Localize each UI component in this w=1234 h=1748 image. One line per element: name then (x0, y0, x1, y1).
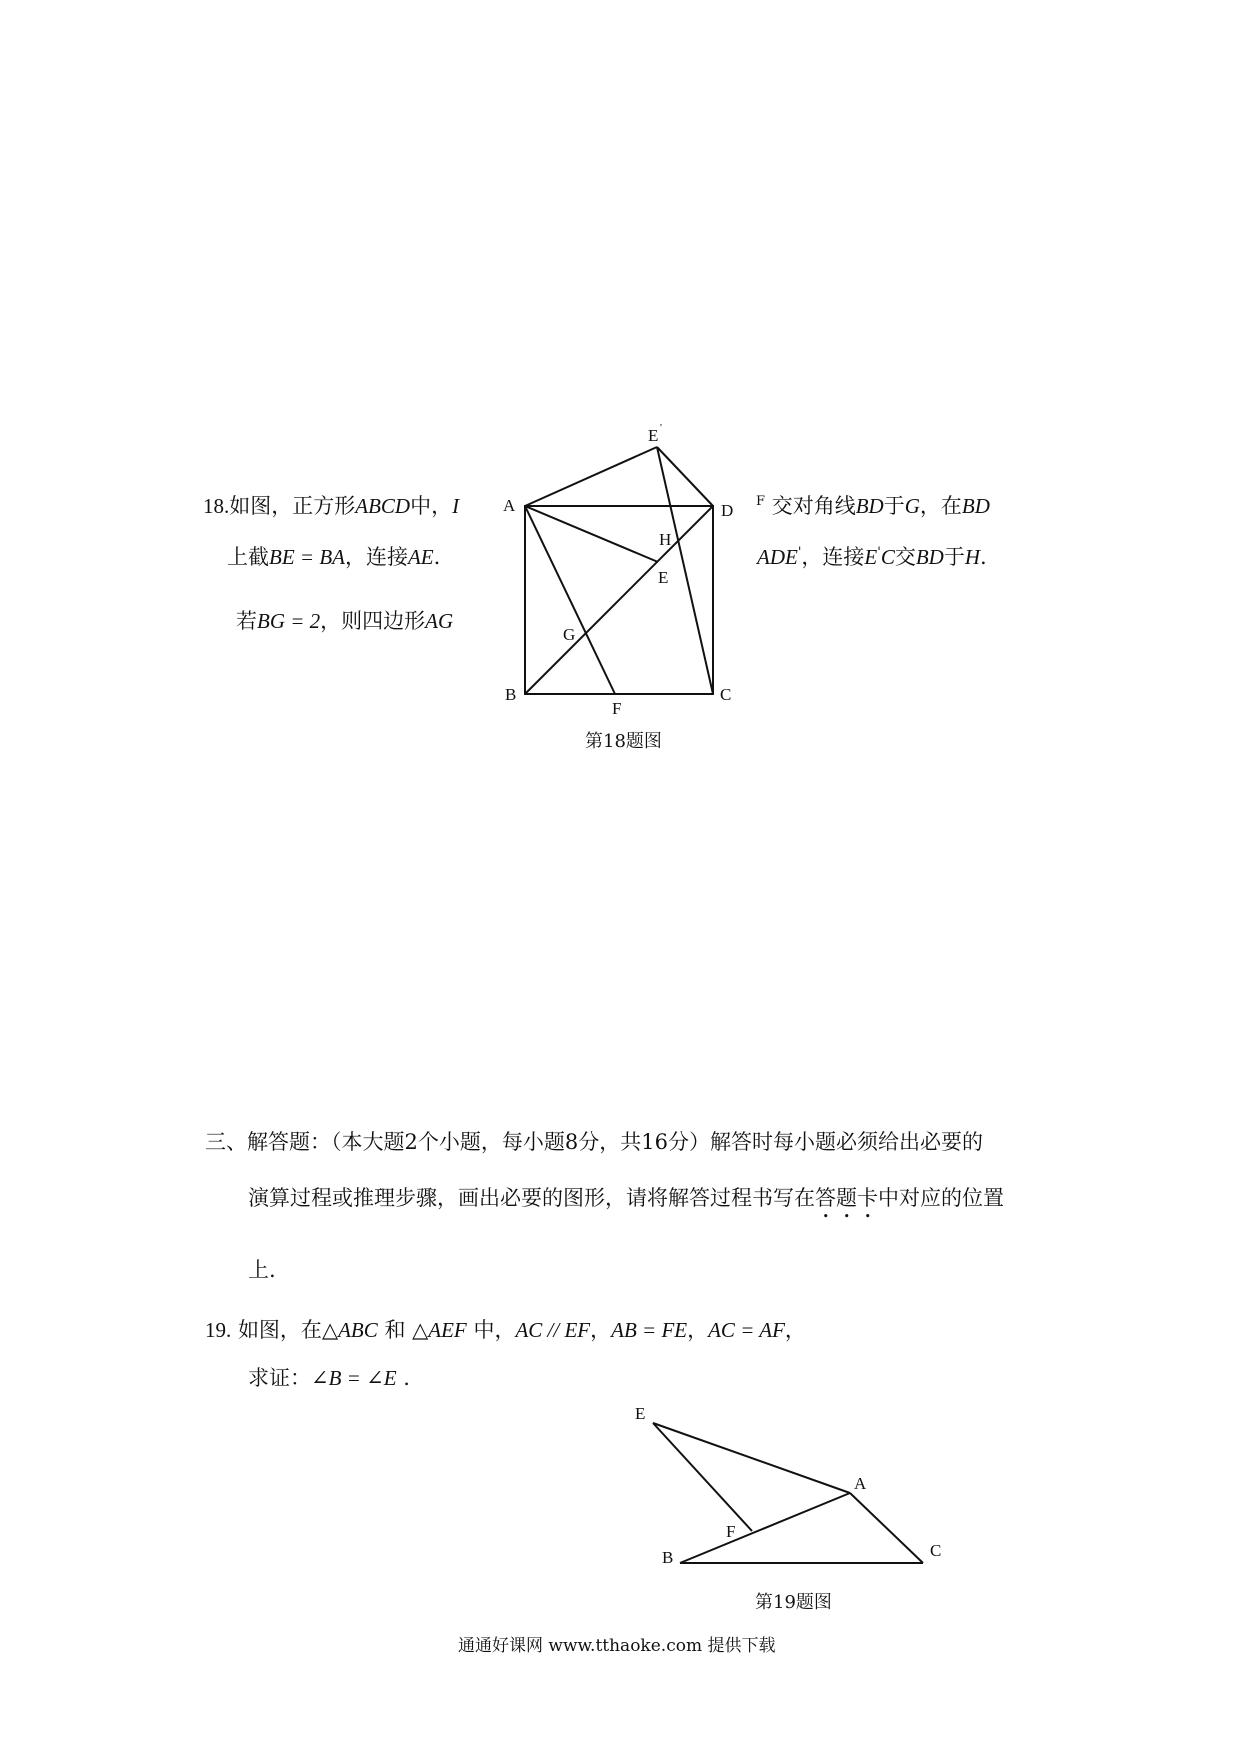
q18-text: 若 (236, 609, 257, 633)
q18-text: 交 (894, 545, 916, 569)
q18-math: C (880, 545, 895, 569)
q18-text: ，连接 (801, 545, 865, 569)
q19-text: 如图，在 (237, 1318, 322, 1342)
q18-text: ，在 (919, 494, 962, 518)
q18-text: ，则四边形 (320, 609, 426, 633)
q19-text: 和 (384, 1318, 406, 1342)
label-h: H (659, 530, 672, 549)
q19-math: AB = FE (611, 1318, 688, 1342)
label-f: F (612, 699, 622, 718)
label-a: A (854, 1474, 867, 1493)
section3-heading: 三、解答题：（本大题2个小题，每小题8分，共16分）解答时每小题必须给出必要的 (205, 1130, 983, 1154)
q18-text: ，连接 (344, 545, 408, 569)
q18-prime: ' (877, 545, 881, 560)
q18-math: AE (407, 545, 434, 569)
q18-text: 于 (943, 545, 965, 569)
q19-text: ， (784, 1318, 806, 1342)
q18-text: 上截 (227, 545, 269, 569)
label-b: B (662, 1548, 674, 1567)
q18-text: 如图，正方形 (229, 494, 356, 518)
q18-math: BE = BA (269, 545, 345, 569)
q18-truncated-text: I (452, 494, 460, 518)
q19-number: 19. (205, 1318, 232, 1342)
segment-ef (653, 1423, 752, 1531)
label-e: E (635, 1404, 646, 1423)
q18-math: G (904, 494, 920, 518)
label-d: D (721, 501, 734, 520)
label-b: B (505, 685, 517, 704)
section3-text: 演算过程或推理步骤，画出必要的图形，请将解答过程书写在 (248, 1186, 815, 1210)
q18-prime: ' (797, 545, 802, 560)
label-g: G (563, 625, 576, 644)
q18-math: H (964, 545, 980, 569)
label-c: C (930, 1541, 942, 1560)
q19-caption: 第19题图 (755, 1592, 832, 1613)
q19-text: 中， (473, 1318, 516, 1342)
q18-truncated-text: F (756, 494, 766, 509)
q18-caption: 第18题图 (585, 731, 662, 752)
q18-math: BG = 2 (257, 609, 321, 633)
label-e-prime: E (648, 426, 659, 445)
q18-math: BD (915, 545, 944, 569)
section3-line3: 上. (248, 1258, 276, 1282)
q19-math: ∠B = ∠E (311, 1366, 397, 1390)
label-e: E (658, 568, 669, 587)
q18-math: BD (961, 494, 990, 518)
q18-math: BD (855, 494, 884, 518)
label-a: A (503, 496, 516, 515)
q18-math: ADE (757, 545, 798, 569)
section3-text: 中对应的位置 (878, 1186, 1004, 1210)
q19-text: . (403, 1366, 410, 1390)
q18-number: 18. (203, 494, 230, 518)
q18-text: 于 (883, 494, 905, 518)
q19-math: △ABC (321, 1318, 378, 1342)
q18-text: . (433, 545, 441, 569)
q19-math: △AEF (412, 1318, 467, 1342)
q19-math: AC = AF (708, 1318, 785, 1342)
q18-math: E (864, 545, 878, 569)
segment-ba (680, 1493, 850, 1563)
segment-ac (850, 1493, 923, 1563)
q18-math: AG (425, 609, 454, 633)
label-f: F (726, 1522, 736, 1541)
q18-math: ABCD (355, 494, 411, 518)
label-c: C (720, 685, 732, 704)
q18-text: 交对角线 (771, 494, 856, 518)
q19-math: AC // EF (515, 1318, 591, 1342)
section3-emphasis: 答题卡 (815, 1186, 878, 1210)
segment-ea (653, 1423, 850, 1493)
q18-text: . (980, 545, 987, 569)
q19-text: ， (687, 1318, 709, 1342)
label-prime-mark: ' (660, 422, 662, 434)
footer-text: 通通好课网 www.tthaoke.com 提供下载 (458, 1636, 776, 1656)
q19-text: ， (590, 1318, 612, 1342)
q18-text: 中， (410, 494, 453, 518)
q19-text: 求证： (248, 1366, 311, 1390)
